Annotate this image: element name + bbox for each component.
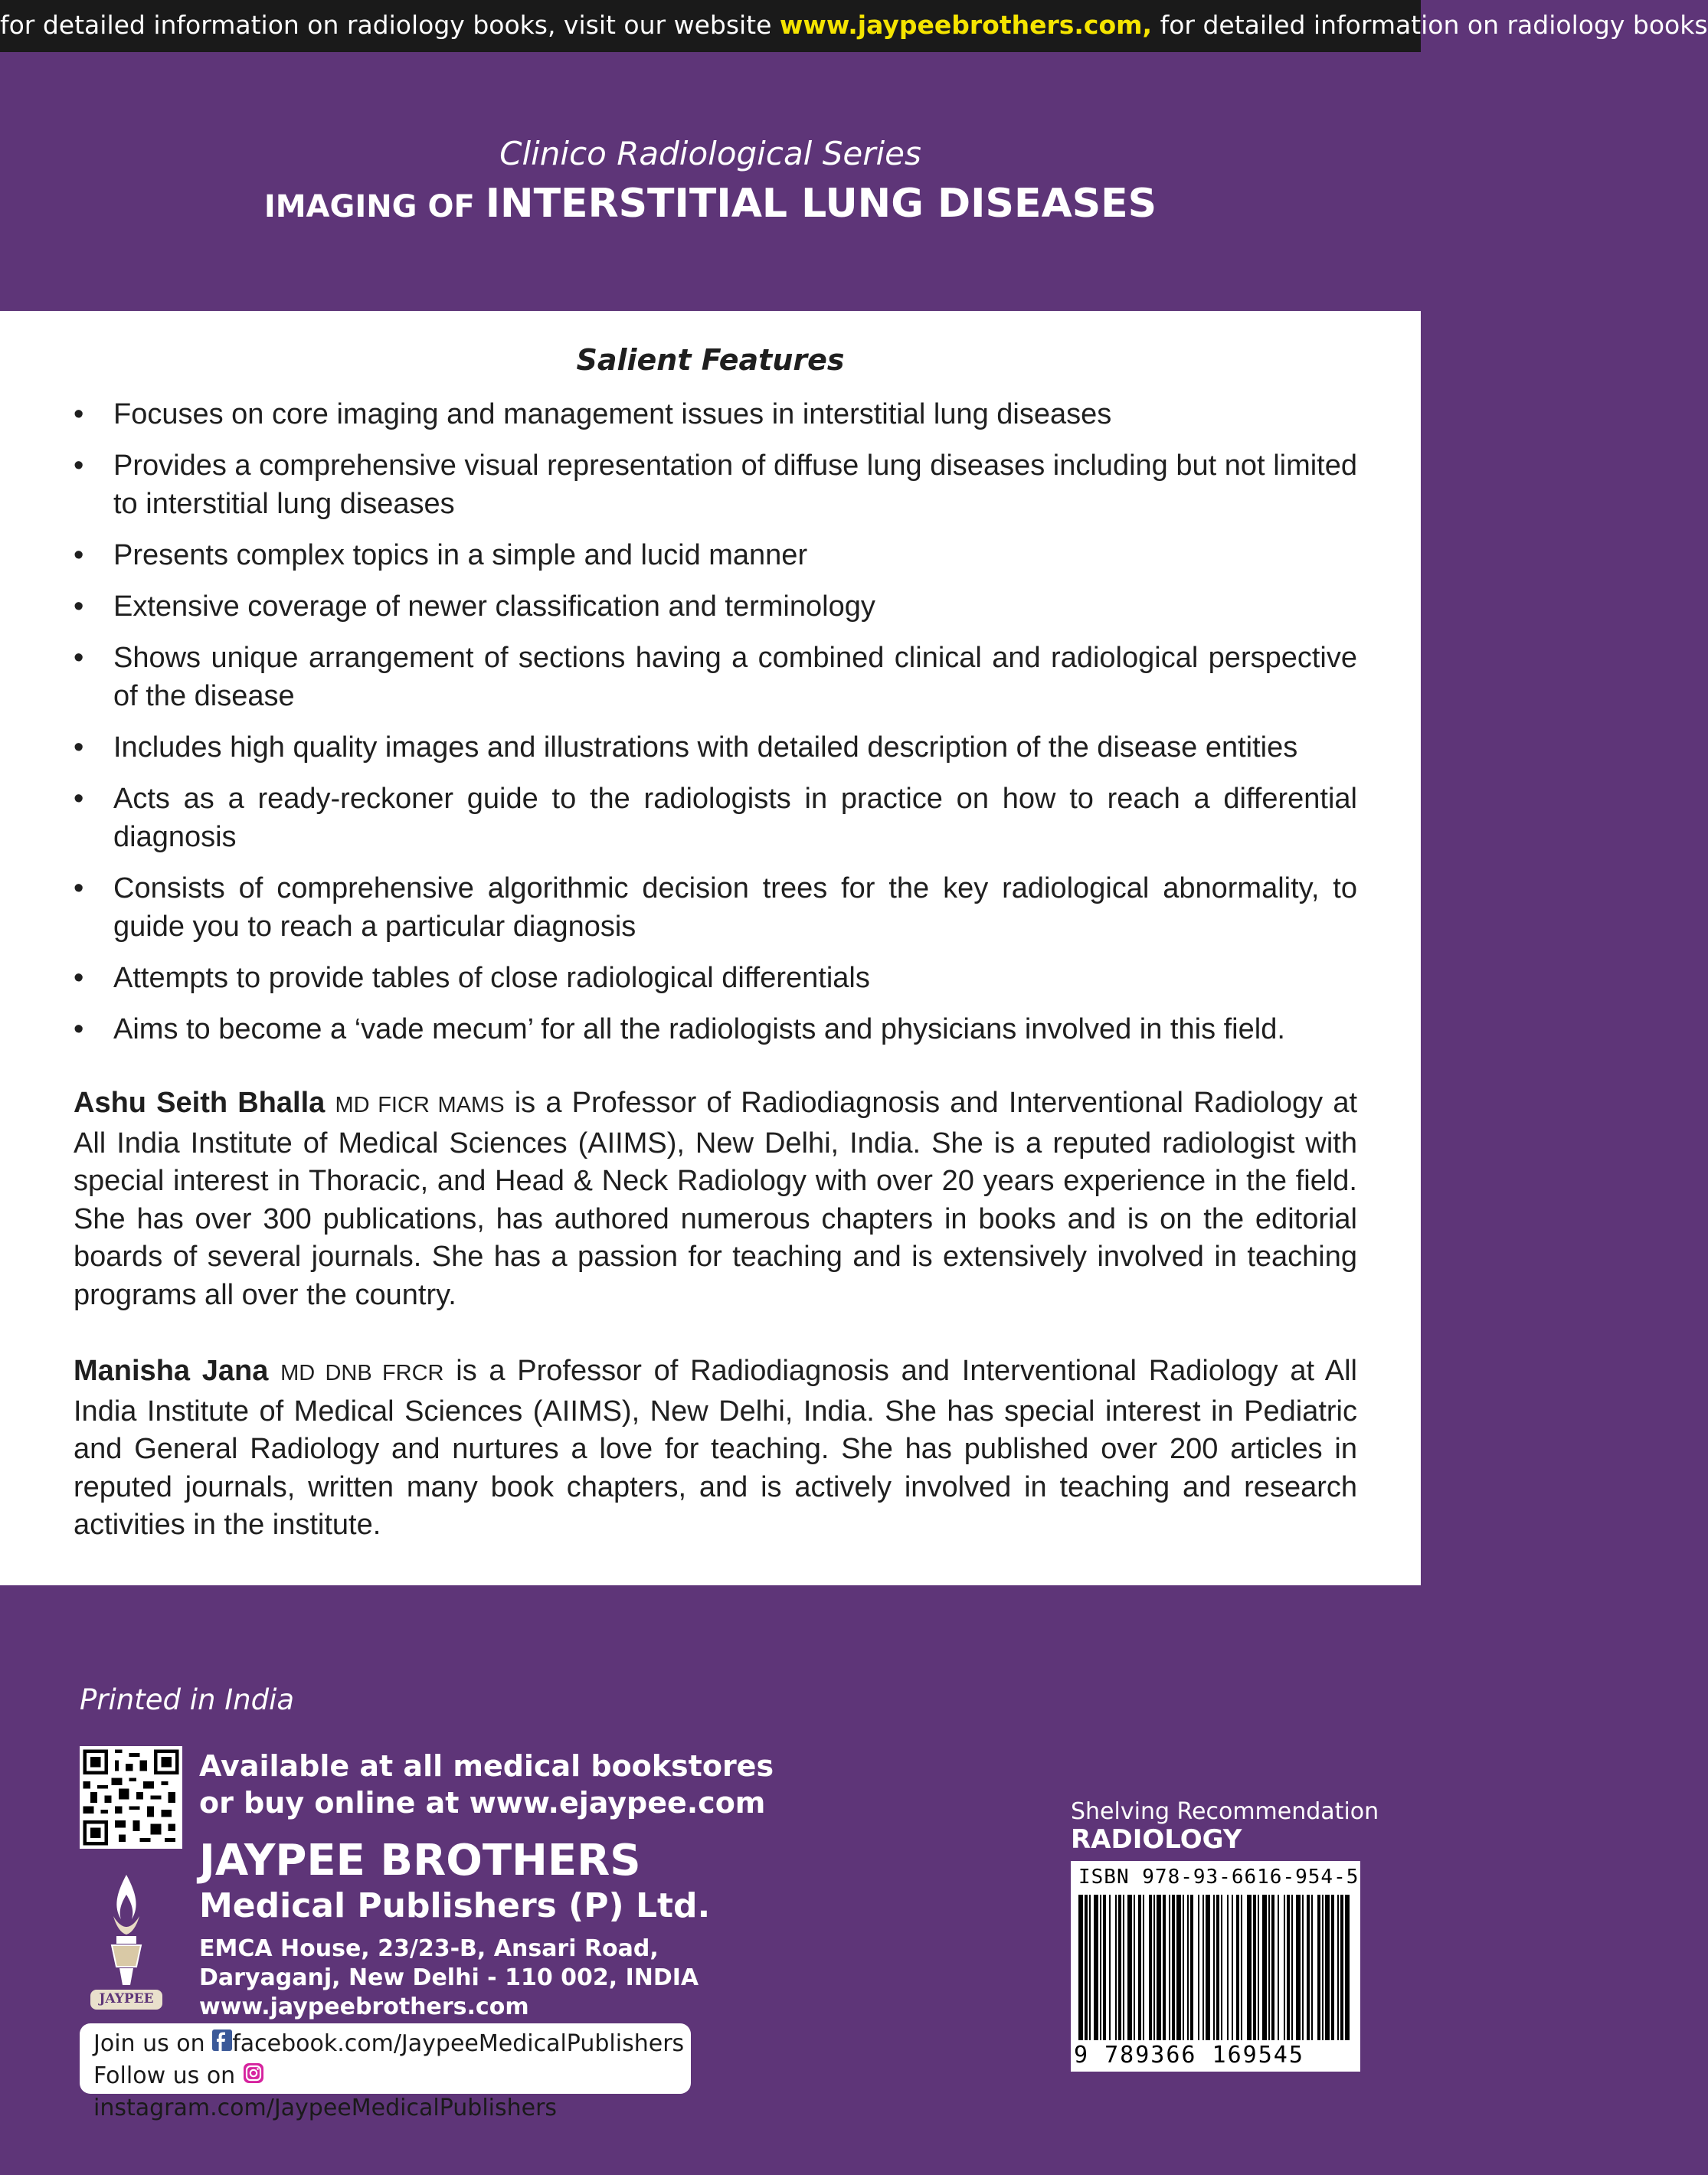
barcode-bar: [1271, 1895, 1274, 2040]
barcode-bar: [1078, 1895, 1083, 2040]
publisher-address: [199, 1935, 699, 2022]
book-title-prefix: IMAGING OF: [263, 189, 486, 224]
barcode-bar: [1100, 1895, 1101, 2040]
book-title-main: INTERSTITIAL LUNG DISEASES: [485, 181, 1157, 227]
social-join-label: Join us on: [93, 2030, 205, 2057]
barcode-bar: [1325, 1895, 1330, 2040]
barcode-bar: [1187, 1895, 1189, 2040]
facebook-row[interactable]: [93, 2028, 691, 2060]
barcode-bar: [1241, 1895, 1242, 2040]
barcode-bar: [1227, 1895, 1229, 2040]
barcode-bar: [1123, 1895, 1124, 2040]
instagram-icon: [243, 2061, 264, 2092]
content-panel: [0, 311, 1421, 1585]
social-follow-label: Follow us on: [93, 2062, 236, 2089]
bullet-icon: •: [74, 539, 84, 571]
barcode-bar: [1190, 1895, 1193, 2040]
isbn-barcode: [1071, 1861, 1360, 2072]
barcode-bar: [1085, 1895, 1088, 2040]
barcode-bar: [1296, 1895, 1301, 2040]
instagram-row[interactable]: [93, 2060, 691, 2124]
barcode-bar: [1163, 1895, 1166, 2040]
barcode-bar: [1247, 1895, 1252, 2040]
feature-text: Shows unique arrangement of sections having a combined clinical and radiological perspective of the disease: [113, 642, 1357, 712]
author-bio-2: [74, 1352, 1357, 1545]
feature-text: Includes high quality images and illustrations with detailed description of the disease entities: [113, 731, 1298, 764]
barcode-bar: [1340, 1895, 1343, 2040]
bullet-icon: •: [74, 590, 84, 623]
barcode-bar: [1262, 1895, 1267, 2040]
feature-item: [74, 780, 1357, 856]
top-banner: [0, 0, 1708, 52]
bullet-icon: •: [74, 642, 84, 674]
author-credentials: MD FICR MAMS: [335, 1093, 505, 1117]
barcode-bar: [1183, 1895, 1184, 2040]
feature-item: [74, 959, 1357, 997]
barcode-bar: [1284, 1895, 1285, 2040]
barcode-bar: [1258, 1895, 1259, 2040]
banner-suffix: for detailed information on radiology books: [1152, 10, 1708, 40]
feature-item: [74, 536, 1357, 574]
barcode-bar: [1172, 1895, 1175, 2040]
shelving-label: Shelving Recommendation: [1071, 1798, 1379, 1825]
shelving-recommendation: [1071, 1798, 1379, 1853]
barcode-bar: [1115, 1895, 1117, 2040]
series-title: Clinico Radiological Series: [499, 135, 921, 172]
qr-code-icon[interactable]: [80, 1746, 182, 1849]
barcode-bar: [1317, 1895, 1320, 2040]
isbn-text: ISBN 978-93-6616-954-5: [1078, 1866, 1360, 1889]
publisher-name: JAYPEE BROTHERS: [199, 1836, 641, 1886]
facebook-icon: [212, 2029, 232, 2060]
barcode-bar: [1118, 1895, 1121, 2040]
barcode-bar: [1253, 1895, 1256, 2040]
barcode-bar: [1149, 1895, 1152, 2040]
feature-item: [74, 1010, 1357, 1048]
barcode-bar: [1202, 1895, 1204, 2040]
availability-line-1: Available at all medical bookstores: [199, 1749, 774, 1783]
barcode-bar: [1169, 1895, 1170, 2040]
barcode-bar: [1331, 1895, 1334, 2040]
barcode-bar: [1143, 1895, 1144, 2040]
barcode-bar: [1157, 1895, 1161, 2040]
barcode-bar: [1236, 1895, 1239, 2040]
barcode-bar: [1291, 1895, 1293, 2040]
author-credentials: MD DNB FRCR: [280, 1361, 444, 1385]
barcode-bar: [1176, 1895, 1181, 2040]
jaypee-logo: [83, 1870, 170, 2014]
barcode-bar: [1322, 1895, 1324, 2040]
banner-prefix: for detailed information on radiology books, visit our website: [0, 10, 780, 40]
author-bio-text: is a Professor of Radiodiagnosis and Interventional Radiology at All India Institute of Medical Sciences (AIIMS), New Delhi, India. She has special interest in Pediatric and General Radiology and nurtures a love for teaching. She has published over 200 articles in reputed journals, written many book chapters, and is actively involved in teaching and research activities in the institute.: [74, 1355, 1357, 1541]
feature-item: [74, 395, 1357, 433]
feature-item: [74, 446, 1357, 523]
feature-text: Presents complex topics in a simple and lucid manner: [113, 539, 808, 571]
feature-text: Consists of comprehensive algorithmic decision trees for the key radiological abnormality, to guide you to reach a particular diagnosis: [113, 872, 1357, 943]
barcode-bar: [1307, 1895, 1310, 2040]
address-line-2: Daryaganj, New Delhi - 110 002, INDIA: [199, 1964, 699, 1991]
publisher-website-link[interactable]: www.jaypeebrothers.com: [199, 1993, 529, 2020]
bullet-icon: •: [74, 872, 84, 904]
author-bio-1: [74, 1084, 1357, 1314]
bullet-icon: •: [74, 450, 84, 482]
barcode-bar: [1345, 1895, 1350, 2040]
cover-header: [0, 52, 1421, 311]
bullet-icon: •: [74, 1013, 84, 1045]
barcode-bar: [1268, 1895, 1270, 2040]
feature-text: Aims to become a ‘vade mecum’ for all the radiologists and physicians involved in this field.: [113, 1013, 1285, 1045]
bullet-icon: •: [74, 398, 84, 430]
barcode-bars: [1077, 1895, 1354, 2040]
barcode-bar: [1094, 1895, 1098, 2040]
barcode-bar: [1278, 1895, 1279, 2040]
barcode-bar: [1287, 1895, 1290, 2040]
feature-text: Provides a comprehensive visual representation of diffuse lung diseases including but not limited to interstitial lung diseases: [113, 450, 1357, 520]
barcode-bar: [1221, 1895, 1222, 2040]
author-name: Manisha Jana: [74, 1355, 269, 1387]
barcode-digits: 9 789366 169545: [1074, 2042, 1304, 2069]
printed-in: Printed in India: [80, 1683, 295, 1716]
barcode-bar: [1302, 1895, 1304, 2040]
salient-features-heading: Salient Features: [576, 343, 845, 377]
feature-text: Acts as a ready-reckoner guide to the radiologists in practice on how to reach a differential diagnosis: [113, 783, 1357, 853]
author-name: Ashu Seith Bhalla: [74, 1087, 326, 1119]
feature-text: Focuses on core imaging and management issues in interstitial lung diseases: [113, 398, 1112, 430]
feature-text: Attempts to provide tables of close radiological differentials: [113, 962, 870, 994]
barcode-bar: [1103, 1895, 1106, 2040]
barcode-bar: [1337, 1895, 1339, 2040]
barcode-bar: [1127, 1895, 1132, 2040]
barcode-bar: [1089, 1895, 1091, 2040]
feature-item: [74, 869, 1357, 946]
logo-label: JAYPEE: [99, 1991, 154, 2007]
bullet-icon: •: [74, 783, 84, 815]
author-bio-text: is a Professor of Radiodiagnosis and Interventional Radiology at All India Institute of Medical Sciences (AIIMS), New Delhi, India. She is a reputed radiologist with special interest in Thoracic, and Head & Neck Radiology with over 20 years experience in the field. She has over 300 publications, has authored numerous chapters in books and is on the editorial boards of several journals. She has a passion for teaching and is extensively involved in teaching programs all over the country.: [74, 1087, 1358, 1311]
barcode-bar: [1216, 1895, 1219, 2040]
address-line-1: EMCA House, 23/23-B, Ansari Road,: [199, 1935, 659, 1962]
features-list: [74, 395, 1357, 1061]
book-title: [0, 181, 1421, 227]
feature-item: [74, 587, 1357, 626]
barcode-bar: [1232, 1895, 1233, 2040]
feature-text: Extensive coverage of newer classification and terminology: [113, 590, 875, 623]
feature-item: [74, 639, 1357, 715]
barcode-bar: [1138, 1895, 1141, 2040]
shelving-category: RADIOLOGY: [1071, 1824, 1242, 1855]
feature-item: [74, 728, 1357, 767]
facebook-link[interactable]: facebook.com/JaypeeMedicalPublishers: [232, 2030, 685, 2057]
bullet-icon: •: [74, 731, 84, 764]
banner-url-link[interactable]: www.jaypeebrothers.com,: [779, 10, 1153, 40]
cover-footer: [0, 1585, 1421, 2175]
barcode-bar: [1206, 1895, 1210, 2040]
barcode-bar: [1153, 1895, 1155, 2040]
availability-note: [199, 1748, 774, 1821]
barcode-bar: [1134, 1895, 1135, 2040]
bullet-icon: •: [74, 962, 84, 994]
barcode-bar: [1198, 1895, 1199, 2040]
barcode-bar: [1213, 1895, 1215, 2040]
barcode-bar: [1109, 1895, 1111, 2040]
publisher-subname: Medical Publishers (P) Ltd.: [199, 1886, 711, 1925]
instagram-link[interactable]: instagram.com/JaypeeMedicalPublishers: [93, 2095, 558, 2121]
availability-line-2[interactable]: or buy online at www.ejaypee.com: [199, 1786, 766, 1820]
barcode-bar: [1311, 1895, 1313, 2040]
social-links-box: [80, 2023, 691, 2121]
